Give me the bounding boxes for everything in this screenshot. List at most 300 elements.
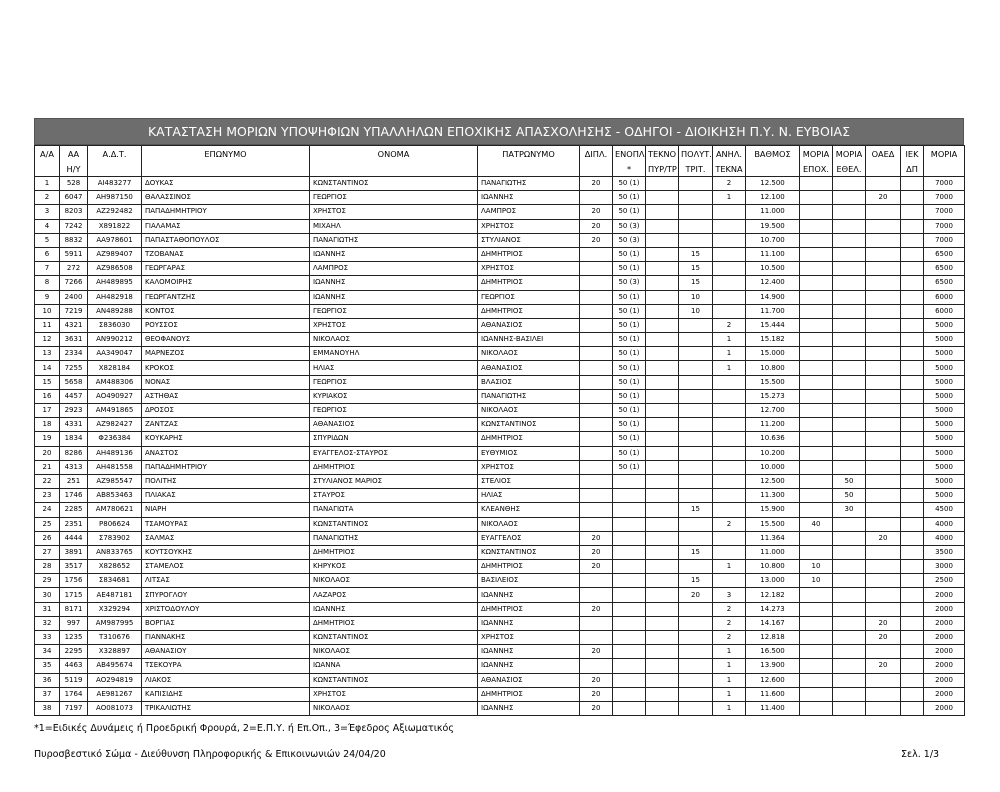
table-cell <box>679 219 713 233</box>
table-cell <box>901 233 924 247</box>
table-cell <box>646 631 679 645</box>
table-cell <box>679 687 713 701</box>
table-cell: 4331 <box>60 418 88 432</box>
table-cell <box>580 446 613 460</box>
table-cell: 272 <box>60 262 88 276</box>
table-cell: ΑΜ488306 <box>88 375 142 389</box>
table-cell: 30 <box>833 503 866 517</box>
table-cell <box>613 489 646 503</box>
table-cell <box>901 560 924 574</box>
table-cell <box>646 602 679 616</box>
table-cell: ΣΤΑΥΡΟΣ <box>310 489 478 503</box>
table-cell: ΑΑ978601 <box>88 233 142 247</box>
table-cell <box>613 616 646 630</box>
table-cell <box>901 276 924 290</box>
table-cell: ΕΥΑΓΓΕΛΟΣ-ΣΤΑΥΡΟΣ <box>310 446 478 460</box>
table-cell: ΝΙΑΡΗ <box>142 503 310 517</box>
table-cell: ΠΟΛΙΤΗΣ <box>142 474 310 488</box>
table-cell <box>833 304 866 318</box>
table-cell: 1235 <box>60 631 88 645</box>
table-cell <box>580 318 613 332</box>
table-cell: 50 (3) <box>613 233 646 247</box>
table-cell: 19.500 <box>746 219 800 233</box>
table-cell: 7219 <box>60 304 88 318</box>
table-row <box>35 531 965 545</box>
table-cell <box>580 404 613 418</box>
table-cell: 12.500 <box>746 177 800 191</box>
table-cell <box>833 432 866 446</box>
column-header: ΟΑΕΔ <box>866 146 901 162</box>
table-cell <box>713 446 746 460</box>
column-subheader <box>88 161 142 177</box>
column-subheader: ΤΕΚΝΑ <box>713 161 746 177</box>
table-cell <box>679 474 713 488</box>
table-cell <box>866 560 901 574</box>
table-cell <box>713 531 746 545</box>
table-cell <box>866 474 901 488</box>
table-row <box>35 276 965 290</box>
table-cell <box>580 474 613 488</box>
table-cell: ΔΗΜΗΤΡΙΟΣ <box>478 247 580 261</box>
column-subheader <box>866 161 901 177</box>
table-cell: 11.600 <box>746 687 800 701</box>
table-cell: 20 <box>866 616 901 630</box>
table-cell: 1834 <box>60 432 88 446</box>
table-cell: ΑΣΤΗΘΑΣ <box>142 389 310 403</box>
table-cell <box>679 418 713 432</box>
table-cell <box>800 233 833 247</box>
table-cell: 10 <box>35 304 60 318</box>
table-cell <box>800 205 833 219</box>
table-cell: ΚΟΥΚΑΡΗΣ <box>142 432 310 446</box>
table-cell: 50 (1) <box>613 333 646 347</box>
table-cell: ΧΡΗΣΤΟΣ <box>310 687 478 701</box>
table-cell: 4463 <box>60 659 88 673</box>
table-cell: 4000 <box>924 531 965 545</box>
table-cell: ΑΝ489288 <box>88 304 142 318</box>
table-cell: 50 (1) <box>613 361 646 375</box>
table-cell <box>866 404 901 418</box>
table-cell: 2000 <box>924 602 965 616</box>
table-cell: 2 <box>713 177 746 191</box>
table-row <box>35 219 965 233</box>
table-row <box>35 290 965 304</box>
column-subheader <box>924 161 965 177</box>
table-cell: 15.000 <box>746 347 800 361</box>
table-cell <box>679 233 713 247</box>
column-header: ΒΑΘΜΟΣ <box>746 146 800 162</box>
table-cell <box>713 219 746 233</box>
table-cell: 14.900 <box>746 290 800 304</box>
table-cell: 5000 <box>924 375 965 389</box>
table-cell: ΝΙΚΟΛΑΟΣ <box>478 517 580 531</box>
table-cell <box>580 503 613 517</box>
table-cell <box>833 361 866 375</box>
table-cell <box>866 290 901 304</box>
table-row <box>35 460 965 474</box>
table-cell: 13.000 <box>746 574 800 588</box>
table-cell: 8171 <box>60 602 88 616</box>
table-cell: 1 <box>713 333 746 347</box>
table-cell <box>713 474 746 488</box>
table-cell <box>901 375 924 389</box>
table-cell: ΑΖ982427 <box>88 418 142 432</box>
table-cell <box>800 531 833 545</box>
table-cell: ΛΙΑΚΟΣ <box>142 673 310 687</box>
table-cell: ΙΩΑΝΝΗΣ <box>478 588 580 602</box>
table-row <box>35 701 965 715</box>
table-cell: ΧΡΗΣΤΟΣ <box>478 262 580 276</box>
table-cell <box>866 489 901 503</box>
table-cell <box>679 404 713 418</box>
column-header: ΔΙΠΛ. <box>580 146 613 162</box>
table-cell <box>833 659 866 673</box>
table-cell: 5000 <box>924 333 965 347</box>
table-cell <box>866 673 901 687</box>
table-cell <box>833 560 866 574</box>
table-cell: 11.300 <box>746 489 800 503</box>
table-cell <box>866 460 901 474</box>
table-cell <box>580 616 613 630</box>
table-cell: ΣΤΥΛΙΑΝΟΣ <box>478 233 580 247</box>
table-cell: ΚΗΡΥΚΟΣ <box>310 560 478 574</box>
table-cell <box>901 290 924 304</box>
table-cell: ΚΛΕΑΝΘΗΣ <box>478 503 580 517</box>
table-cell: 30 <box>35 588 60 602</box>
table-cell: Σ836030 <box>88 318 142 332</box>
table-cell: 20 <box>580 205 613 219</box>
table-cell: ΔΗΜΗΤΡΙΟΣ <box>478 687 580 701</box>
table-cell: 2000 <box>924 645 965 659</box>
table-cell <box>679 177 713 191</box>
table-cell <box>679 389 713 403</box>
table-cell: ΙΩΑΝΝΗΣ <box>478 191 580 205</box>
table-cell: ΚΑΠΙΣΙΔΗΣ <box>142 687 310 701</box>
table-cell: ΑΘΑΝΑΣΙΟΣ <box>478 361 580 375</box>
table-cell: 50 (3) <box>613 276 646 290</box>
table-cell: ΑΒ853463 <box>88 489 142 503</box>
table-cell <box>646 191 679 205</box>
table-cell: 50 (1) <box>613 318 646 332</box>
table-cell: 18 <box>35 418 60 432</box>
column-subheader <box>142 161 310 177</box>
table-cell: 7255 <box>60 361 88 375</box>
table-cell: 15 <box>35 375 60 389</box>
table-cell: 16.500 <box>746 645 800 659</box>
table-cell <box>800 375 833 389</box>
table-cell <box>901 361 924 375</box>
table-row <box>35 389 965 403</box>
table-cell <box>800 318 833 332</box>
table-cell: 10 <box>679 290 713 304</box>
table-cell <box>646 318 679 332</box>
column-subheader <box>580 161 613 177</box>
table-cell: ΑΜ987995 <box>88 616 142 630</box>
table-cell: 2 <box>713 631 746 645</box>
table-cell: 5000 <box>924 318 965 332</box>
table-row <box>35 588 965 602</box>
table-cell <box>580 304 613 318</box>
table-cell: 15.900 <box>746 503 800 517</box>
table-cell: 33 <box>35 631 60 645</box>
table-cell: 1 <box>35 177 60 191</box>
table-cell: 1 <box>713 673 746 687</box>
table-cell <box>800 687 833 701</box>
table-cell <box>866 517 901 531</box>
table-cell: ΠΑΝΑΓΙΩΤΗΣ <box>310 531 478 545</box>
table-cell: 12.182 <box>746 588 800 602</box>
table-cell <box>800 333 833 347</box>
table-cell: ΙΩΑΝΝΑ <box>310 659 478 673</box>
table-cell: ΑΗ481558 <box>88 460 142 474</box>
table-cell: Σ783902 <box>88 531 142 545</box>
table-cell <box>901 701 924 715</box>
table-cell <box>866 205 901 219</box>
table-cell: ΚΡΟΚΟΣ <box>142 361 310 375</box>
table-cell: 5 <box>35 233 60 247</box>
table-cell: 50 (1) <box>613 262 646 276</box>
table-cell: ΤΖΟΒΑΝΑΣ <box>142 247 310 261</box>
table-cell <box>866 588 901 602</box>
table-cell: 19 <box>35 432 60 446</box>
table-cell: 50 (1) <box>613 446 646 460</box>
table-cell <box>679 432 713 446</box>
table-cell: 20 <box>580 560 613 574</box>
column-subheader <box>478 161 580 177</box>
table-cell <box>800 361 833 375</box>
table-cell: ΓΕΩΡΓΙΟΣ <box>478 290 580 304</box>
table-cell <box>833 588 866 602</box>
table-cell <box>833 631 866 645</box>
table-cell <box>901 474 924 488</box>
table-cell: 2000 <box>924 631 965 645</box>
table-cell: 5658 <box>60 375 88 389</box>
table-cell <box>679 489 713 503</box>
table-cell: ΚΟΥΤΣΟΥΚΗΣ <box>142 545 310 559</box>
table-cell: 3500 <box>924 545 965 559</box>
table-cell <box>800 304 833 318</box>
table-cell: ΒΟΡΓΙΑΣ <box>142 616 310 630</box>
table-cell: 2285 <box>60 503 88 517</box>
table-cell: 14.273 <box>746 602 800 616</box>
table-cell: 20 <box>679 588 713 602</box>
table-cell <box>580 418 613 432</box>
table-cell: ΣΠΥΡΙΔΩΝ <box>310 432 478 446</box>
table-cell: 50 (1) <box>613 460 646 474</box>
table-cell: ΚΩΝΣΤΑΝΤΙΝΟΣ <box>310 517 478 531</box>
table-cell <box>901 191 924 205</box>
table-cell <box>833 460 866 474</box>
table-cell <box>800 659 833 673</box>
table-row <box>35 177 965 191</box>
table-cell: 11.700 <box>746 304 800 318</box>
table-cell: 11.364 <box>746 531 800 545</box>
table-cell: 16 <box>35 389 60 403</box>
column-subheader <box>35 161 60 177</box>
table-cell: 24 <box>35 503 60 517</box>
table-cell: ΠΑΝΑΓΙΩΤΗΣ <box>478 389 580 403</box>
table-cell <box>679 205 713 219</box>
table-cell: 20 <box>580 177 613 191</box>
table-cell: 2400 <box>60 290 88 304</box>
table-cell: 4457 <box>60 389 88 403</box>
table-cell <box>646 474 679 488</box>
table-cell: 2 <box>35 191 60 205</box>
table-cell <box>646 588 679 602</box>
table-cell: 8 <box>35 276 60 290</box>
table-cell <box>613 645 646 659</box>
table-cell: 5000 <box>924 474 965 488</box>
table-cell: ΗΛΙΑΣ <box>310 361 478 375</box>
table-cell <box>866 318 901 332</box>
table-cell <box>901 389 924 403</box>
table-cell: ΑΟ081073 <box>88 701 142 715</box>
table-cell <box>679 659 713 673</box>
table-cell: 12.700 <box>746 404 800 418</box>
table-cell <box>833 517 866 531</box>
table-cell <box>901 205 924 219</box>
table-cell <box>800 347 833 361</box>
table-cell: 15 <box>679 262 713 276</box>
column-subheader: * <box>613 161 646 177</box>
table-row <box>35 474 965 488</box>
table-row <box>35 517 965 531</box>
table-row <box>35 687 965 701</box>
table-cell <box>580 659 613 673</box>
table-cell: 20 <box>866 191 901 205</box>
table-cell: 7197 <box>60 701 88 715</box>
table-cell: 1746 <box>60 489 88 503</box>
table-cell <box>901 631 924 645</box>
table-row <box>35 191 965 205</box>
table-cell <box>833 262 866 276</box>
table-cell: ΝΟΝΑΣ <box>142 375 310 389</box>
table-cell <box>901 347 924 361</box>
column-subheader: ΔΠ <box>901 161 924 177</box>
table-cell: 14.167 <box>746 616 800 630</box>
table-row <box>35 205 965 219</box>
table-cell: ΚΩΝΣΤΑΝΤΙΝΟΣ <box>310 673 478 687</box>
table-cell <box>833 375 866 389</box>
table-cell <box>580 489 613 503</box>
table-row <box>35 489 965 503</box>
table-cell: ΑΜ780621 <box>88 503 142 517</box>
table-cell: ΓΙΑΝΝΑΚΗΣ <box>142 631 310 645</box>
table-cell <box>646 673 679 687</box>
table-cell: 4000 <box>924 517 965 531</box>
table-cell <box>901 602 924 616</box>
table-cell: ΝΙΚΟΛΑΟΣ <box>478 347 580 361</box>
table-cell: ΙΩΑΝΝΗΣ <box>310 247 478 261</box>
table-cell <box>646 233 679 247</box>
table-cell: 5911 <box>60 247 88 261</box>
table-cell: 20 <box>580 673 613 687</box>
table-cell: 50 (1) <box>613 404 646 418</box>
table-cell: 10.500 <box>746 262 800 276</box>
table-cell <box>833 205 866 219</box>
table-cell <box>580 262 613 276</box>
table-cell: 5000 <box>924 446 965 460</box>
table-cell: ΓΕΩΡΓΑΡΑΣ <box>142 262 310 276</box>
table-cell <box>833 574 866 588</box>
table-cell <box>833 318 866 332</box>
table-cell: ΓΕΩΡΓΙΟΣ <box>310 191 478 205</box>
table-cell <box>713 247 746 261</box>
table-cell <box>646 205 679 219</box>
table-cell: 7242 <box>60 219 88 233</box>
column-subheader <box>746 161 800 177</box>
report-title: ΚΑΤΑΣΤΑΣΗ ΜΟΡΙΩΝ ΥΠΟΨΗΦΙΩΝ ΥΠΑΛΛΗΛΩΝ ΕΠΟΧΙΚΗΣ ΑΠΑΣΧΟΛΗΣΗΣ - ΟΔΗΓΟΙ - ΔΙΟΙΚΗΣΗ Π.Υ. Ν. ΕΥΒΟΙΑΣ <box>34 118 964 145</box>
table-cell <box>833 545 866 559</box>
table-cell <box>646 276 679 290</box>
table-cell <box>613 560 646 574</box>
table-cell: ΠΑΠΑΔΗΜΗΤΡΙΟΥ <box>142 460 310 474</box>
table-cell <box>646 616 679 630</box>
table-cell: 5000 <box>924 361 965 375</box>
table-cell <box>679 673 713 687</box>
table-cell <box>646 545 679 559</box>
table-cell <box>613 517 646 531</box>
table-cell <box>646 687 679 701</box>
table-row <box>35 333 965 347</box>
table-cell <box>833 602 866 616</box>
table-cell: 5119 <box>60 673 88 687</box>
table-cell <box>713 460 746 474</box>
table-cell: ΣΤΑΜΕΛΟΣ <box>142 560 310 574</box>
table-cell: ΝΙΚΟΛΑΟΣ <box>310 701 478 715</box>
table-cell: 10.636 <box>746 432 800 446</box>
table-cell <box>800 404 833 418</box>
table-cell <box>646 361 679 375</box>
table-cell: Χ828184 <box>88 361 142 375</box>
table-cell <box>580 361 613 375</box>
table-cell <box>833 418 866 432</box>
table-cell <box>901 531 924 545</box>
table-cell: ΚΑΛΟΜΟΙΡΗΣ <box>142 276 310 290</box>
column-header: Α.Δ.Τ. <box>88 146 142 162</box>
table-cell <box>646 531 679 545</box>
table-cell: 38 <box>35 701 60 715</box>
column-header: ΙΕΚ <box>901 146 924 162</box>
table-cell <box>866 432 901 446</box>
table-cell <box>800 489 833 503</box>
table-cell: 20 <box>580 545 613 559</box>
table-cell: 4 <box>35 219 60 233</box>
table-cell: 50 (1) <box>613 389 646 403</box>
table-row <box>35 631 965 645</box>
column-header: ΑΝΗΛ. <box>713 146 746 162</box>
table-cell <box>901 247 924 261</box>
table-cell: 50 (1) <box>613 418 646 432</box>
table-cell: ΣΠΥΡΟΓΛΟΥ <box>142 588 310 602</box>
table-cell <box>646 418 679 432</box>
table-cell: ΔΗΜΗΤΡΙΟΣ <box>478 276 580 290</box>
table-cell <box>800 191 833 205</box>
table-cell: ΒΛΑΣΙΟΣ <box>478 375 580 389</box>
table-cell <box>679 560 713 574</box>
table-cell <box>646 219 679 233</box>
table-cell: 14 <box>35 361 60 375</box>
table-cell: ΚΩΝΣΤΑΝΤΙΝΟΣ <box>478 545 580 559</box>
table-cell: ΑΜ491865 <box>88 404 142 418</box>
table-cell: 7266 <box>60 276 88 290</box>
table-cell <box>866 276 901 290</box>
table-cell <box>901 659 924 673</box>
table-cell <box>833 701 866 715</box>
table-cell: 20 <box>866 659 901 673</box>
footer-department: Πυροσβεστικό Σώμα - Διεύθυνση Πληροφορικής & Επικοινωνιών 24/04/20 <box>34 749 386 760</box>
table-cell: 10.000 <box>746 460 800 474</box>
